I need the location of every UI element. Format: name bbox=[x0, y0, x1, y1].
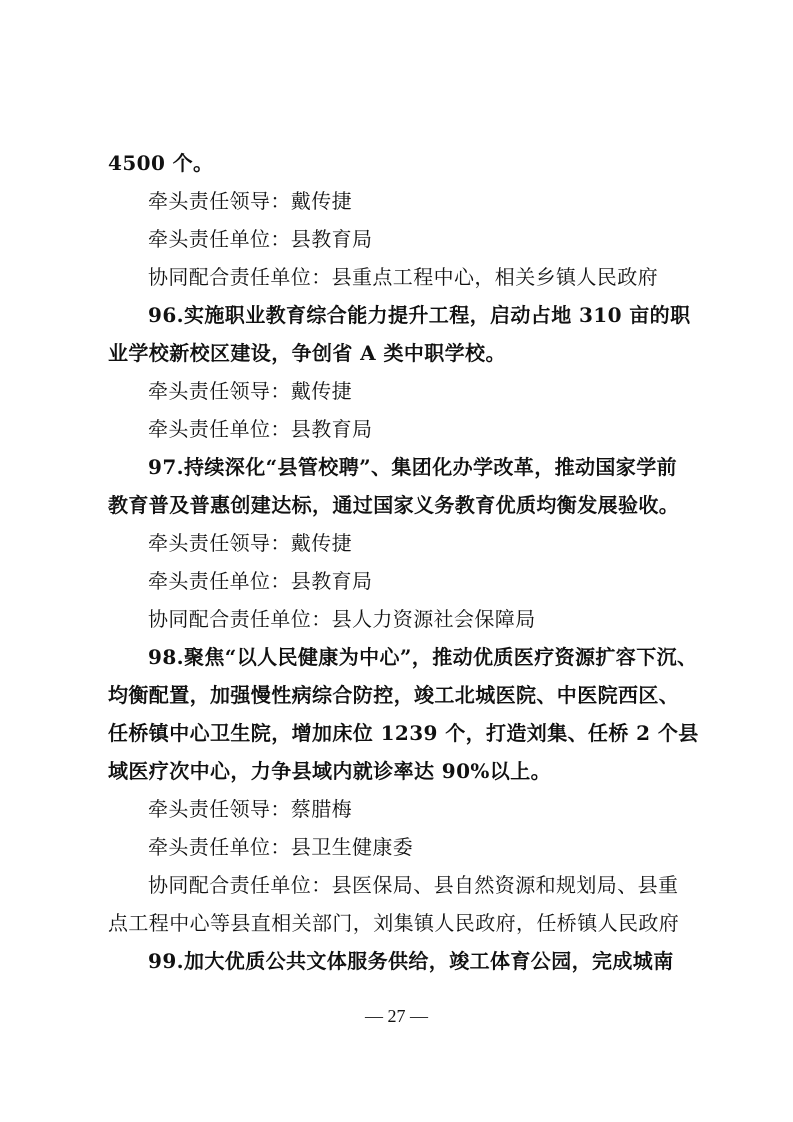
text-line: 协同配合责任单位：县重点工程中心，相关乡镇人民政府 bbox=[148, 265, 658, 289]
text-line: 98.聚焦“以人民健康为中心”，推动优质医疗资源扩容下沉、 bbox=[148, 645, 698, 669]
text-line: 99.加大优质公共文体服务供给，竣工体育公园，完成城南 bbox=[148, 949, 674, 973]
text-line: 牵头责任单位：县卫生健康委 bbox=[148, 835, 414, 859]
text-line: 97.持续深化“县管校聘”、集团化办学改革，推动国家学前 bbox=[148, 455, 678, 479]
text-line: 96.实施职业教育综合能力提升工程，启动占地 310 亩的职 bbox=[148, 303, 691, 327]
text-line: 牵头责任领导：戴传捷 bbox=[148, 531, 352, 555]
text-line: 4500 个。 bbox=[108, 151, 214, 175]
text-line: 域医疗次中心，力争县域内就诊率达 90%以上。 bbox=[108, 759, 551, 783]
text-line: 协同配合责任单位：县人力资源社会保障局 bbox=[148, 607, 536, 631]
text-line: 牵头责任领导：戴传捷 bbox=[148, 379, 352, 403]
text-line: 牵头责任单位：县教育局 bbox=[148, 569, 373, 593]
page-number: — 27 — bbox=[365, 1006, 428, 1026]
text-line: 协同配合责任单位：县医保局、县自然资源和规划局、县重 bbox=[148, 873, 679, 897]
text-line: 牵头责任领导：戴传捷 bbox=[148, 189, 352, 213]
text-line: 牵头责任单位：县教育局 bbox=[148, 227, 373, 251]
text-line: 教育普及普惠创建达标，通过国家义务教育优质均衡发展验收。 bbox=[108, 493, 680, 517]
text-line: 任桥镇中心卫生院，增加床位 1239 个，打造刘集、任桥 2 个县 bbox=[108, 721, 699, 745]
text-line: 牵头责任单位：县教育局 bbox=[148, 417, 373, 441]
text-line: 牵头责任领导：蔡腊梅 bbox=[148, 797, 352, 821]
text-line: 点工程中心等县直相关部门，刘集镇人民政府，任桥镇人民政府 bbox=[108, 911, 680, 935]
text-line: 业学校新校区建设，争创省 A 类中职学校。 bbox=[108, 341, 506, 365]
text-line: 均衡配置，加强慢性病综合防控，竣工北城医院、中医院西区、 bbox=[108, 683, 680, 707]
